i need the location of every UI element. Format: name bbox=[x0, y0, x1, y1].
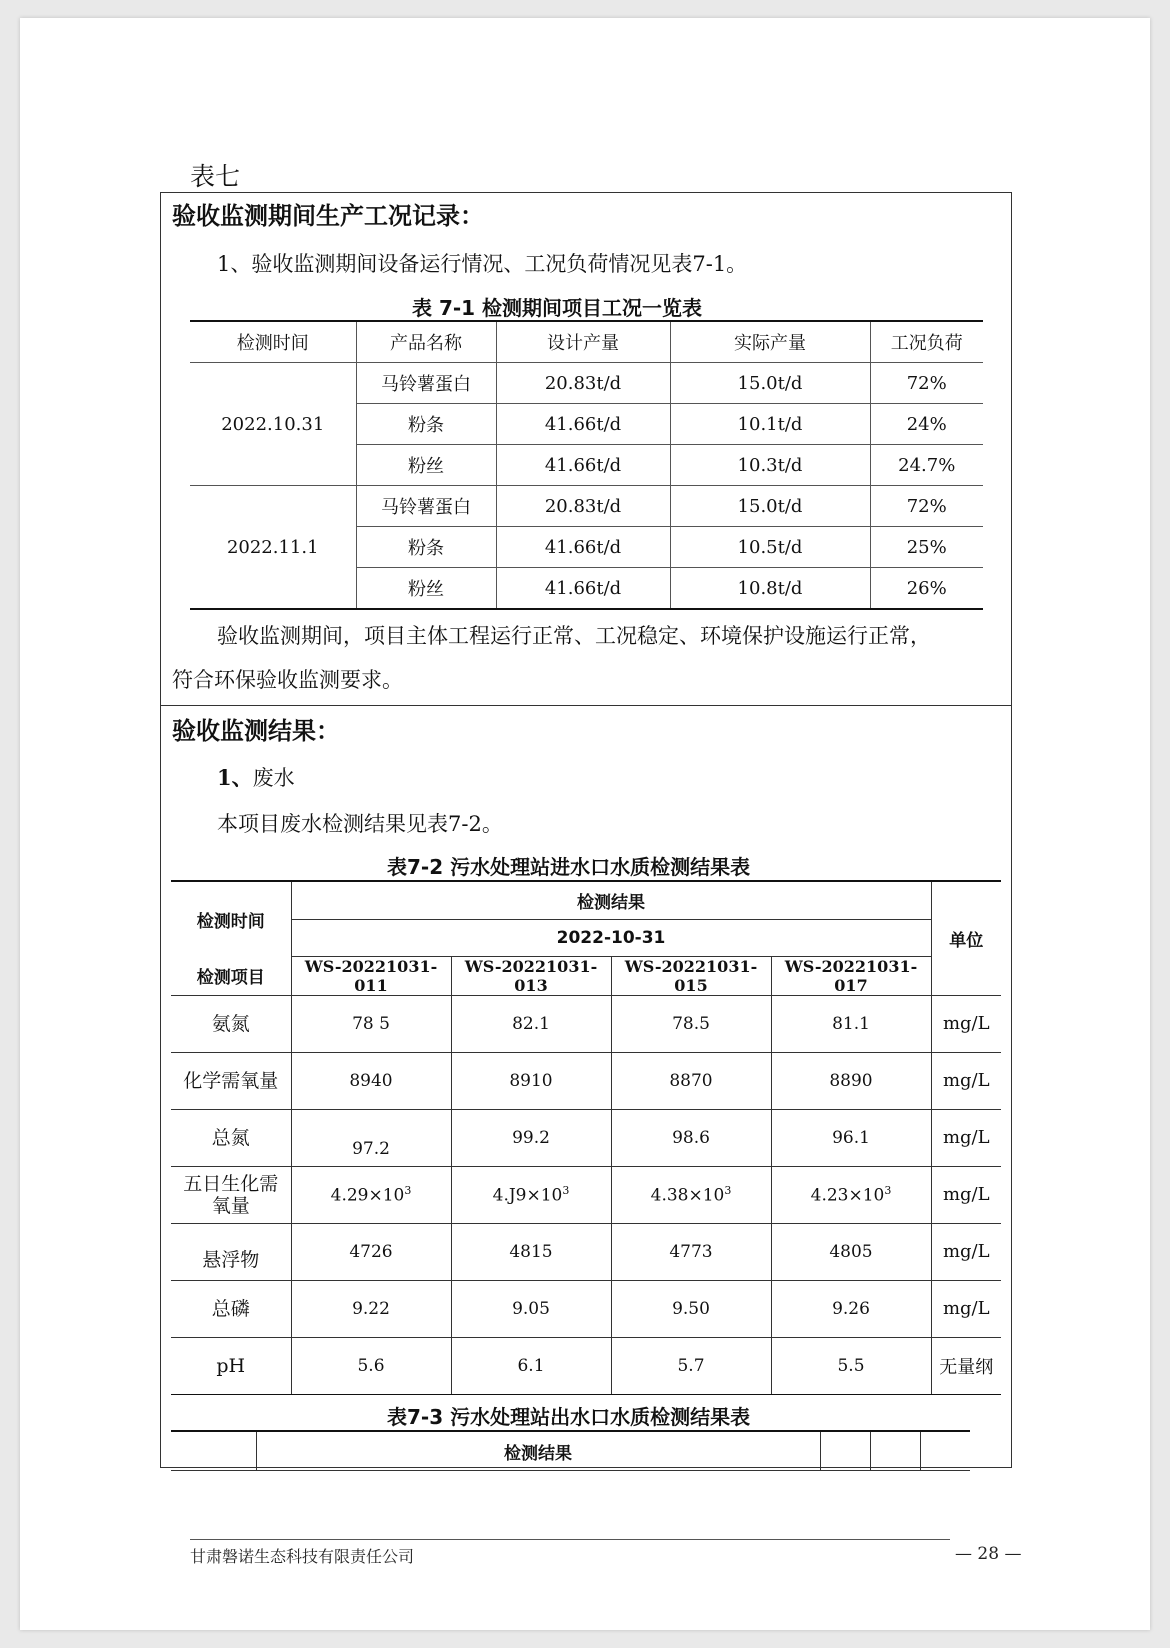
value-cell: 4805 bbox=[771, 1223, 931, 1280]
sample-id-cell: WS-20221031-013 bbox=[451, 956, 611, 995]
value-cell: 97.2 bbox=[291, 1109, 451, 1166]
wastewater-subheading bbox=[217, 762, 295, 792]
header-date-cell: 2022-10-31 bbox=[291, 919, 931, 956]
item-cell: 化学需氧量 bbox=[171, 1052, 291, 1109]
footer-company: 甘肃磐诺生态科技有限责任公司 bbox=[190, 1547, 415, 1566]
header-time-cell: 检测时间 bbox=[171, 881, 291, 956]
table-row bbox=[171, 1109, 1001, 1166]
results-intro: 本项目废水检测结果见表7-2。 bbox=[217, 812, 503, 836]
header-cell bbox=[920, 1431, 970, 1471]
value-cell: 78.5 bbox=[611, 995, 771, 1052]
value-cell: 99.2 bbox=[451, 1109, 611, 1166]
table-7-1 bbox=[190, 320, 983, 610]
value-cell: 82.1 bbox=[451, 995, 611, 1052]
item-cell: 总磷 bbox=[171, 1280, 291, 1337]
table-header-row bbox=[171, 881, 1001, 919]
table-row bbox=[171, 1337, 1001, 1394]
load-cell: 24% bbox=[870, 404, 983, 445]
table-header-row bbox=[171, 919, 1001, 956]
header-cell bbox=[870, 1431, 920, 1471]
design-cell: 20.83t/d bbox=[496, 363, 670, 404]
unit-cell: 无量纲 bbox=[931, 1337, 1001, 1394]
product-cell: 粉条 bbox=[356, 527, 496, 568]
subheading-text: 废水 bbox=[252, 766, 295, 790]
table-7-2 bbox=[171, 880, 1001, 1395]
table-row bbox=[190, 486, 983, 527]
header-cell: 工况负荷 bbox=[870, 321, 983, 363]
actual-cell: 10.5t/d bbox=[670, 527, 870, 568]
unit-cell: mg/L bbox=[931, 1223, 1001, 1280]
actual-cell: 10.3t/d bbox=[670, 445, 870, 486]
header-unit-cell: 单位 bbox=[931, 881, 1001, 995]
value-cell: 9.50 bbox=[611, 1280, 771, 1337]
unit-cell: mg/L bbox=[931, 1166, 1001, 1223]
actual-cell: 10.1t/d bbox=[670, 404, 870, 445]
sample-id-cell: WS-20221031-015 bbox=[611, 956, 771, 995]
value-cell: 9.22 bbox=[291, 1280, 451, 1337]
header-result-cell: 检测结果 bbox=[256, 1431, 820, 1471]
table-row bbox=[171, 1280, 1001, 1337]
exponent: 3 bbox=[404, 1183, 412, 1197]
header-item-cell: 检测项目 bbox=[171, 956, 291, 995]
conclusion-line-2: 符合环保验收监测要求。 bbox=[172, 668, 403, 692]
product-cell: 马铃薯蛋白 bbox=[356, 363, 496, 404]
unit-cell: mg/L bbox=[931, 995, 1001, 1052]
header-cell: 实际产量 bbox=[670, 321, 870, 363]
value-cell: 8940 bbox=[291, 1052, 451, 1109]
value-cell: 4815 bbox=[451, 1223, 611, 1280]
value-cell: 5.6 bbox=[291, 1337, 451, 1394]
header-cell: 设计产量 bbox=[496, 321, 670, 363]
load-cell: 25% bbox=[870, 527, 983, 568]
exponent: 3 bbox=[724, 1183, 732, 1197]
product-cell: 粉条 bbox=[356, 404, 496, 445]
table-7-3-header bbox=[171, 1430, 970, 1471]
table-header-row bbox=[190, 321, 983, 363]
table-7-3-caption: 表7-3 污水处理站出水口水质检测结果表 bbox=[387, 1405, 751, 1429]
item-cell: 氨氮 bbox=[171, 995, 291, 1052]
load-cell: 72% bbox=[870, 363, 983, 404]
load-cell: 26% bbox=[870, 568, 983, 610]
value-base: 4.23×10 bbox=[810, 1185, 885, 1206]
table-header-row bbox=[171, 956, 1001, 995]
table-7-1-caption: 表 7-1 检测期间项目工况一览表 bbox=[412, 296, 703, 320]
unit-cell: mg/L bbox=[931, 1109, 1001, 1166]
header-cell: 产品名称 bbox=[356, 321, 496, 363]
item-cell: 悬浮物 bbox=[171, 1223, 291, 1280]
date-cell: 2022.11.1 bbox=[190, 486, 356, 610]
value-cell: 6.1 bbox=[451, 1337, 611, 1394]
value-cell: 78 5 bbox=[291, 995, 451, 1052]
section-label: 表七 bbox=[190, 162, 241, 191]
header-cell bbox=[171, 1431, 256, 1471]
value-cell: 8890 bbox=[771, 1052, 931, 1109]
header-cell: 检测时间 bbox=[190, 321, 356, 363]
product-cell: 马铃薯蛋白 bbox=[356, 486, 496, 527]
value-cell: 9.05 bbox=[451, 1280, 611, 1337]
actual-cell: 10.8t/d bbox=[670, 568, 870, 610]
design-cell: 41.66t/d bbox=[496, 568, 670, 610]
item-cell: 五日生化需氧量 bbox=[171, 1166, 291, 1223]
sample-id-cell: WS-20221031-011 bbox=[291, 956, 451, 995]
table-row bbox=[171, 1223, 1001, 1280]
value-base: 4.J9×10 bbox=[492, 1185, 563, 1206]
value-cell: 5.5 bbox=[771, 1337, 931, 1394]
subheading-number: 1、 bbox=[217, 765, 253, 790]
page-number: — 28 — bbox=[955, 1544, 1022, 1564]
value-cell: 8910 bbox=[451, 1052, 611, 1109]
results-heading: 验收监测结果： bbox=[172, 717, 340, 745]
design-cell: 41.66t/d bbox=[496, 527, 670, 568]
exponent: 3 bbox=[562, 1183, 570, 1197]
footer-rule bbox=[190, 1539, 950, 1540]
load-cell: 24.7% bbox=[870, 445, 983, 486]
table-row bbox=[190, 363, 983, 404]
table-row bbox=[171, 995, 1001, 1052]
value-cell: 81.1 bbox=[771, 995, 931, 1052]
table-row bbox=[171, 1052, 1001, 1109]
exponent: 3 bbox=[884, 1183, 892, 1197]
actual-cell: 15.0t/d bbox=[670, 486, 870, 527]
value-cell: 8870 bbox=[611, 1052, 771, 1109]
design-cell: 41.66t/d bbox=[496, 404, 670, 445]
unit-cell: mg/L bbox=[931, 1052, 1001, 1109]
value-cell: 96.1 bbox=[771, 1109, 931, 1166]
sample-id-cell: WS-20221031-017 bbox=[771, 956, 931, 995]
production-intro: 1、验收监测期间设备运行情况、工况负荷情况见表7-1。 bbox=[217, 252, 748, 276]
table-row bbox=[171, 1166, 1001, 1223]
product-cell: 粉丝 bbox=[356, 568, 496, 610]
header-cell bbox=[820, 1431, 870, 1471]
value-cell bbox=[451, 1166, 611, 1223]
value-cell bbox=[611, 1166, 771, 1223]
item-cell: 总氮 bbox=[171, 1109, 291, 1166]
unit-cell: mg/L bbox=[931, 1280, 1001, 1337]
value-base: 4.38×10 bbox=[650, 1185, 725, 1206]
load-cell: 72% bbox=[870, 486, 983, 527]
actual-cell: 15.0t/d bbox=[670, 363, 870, 404]
product-cell: 粉丝 bbox=[356, 445, 496, 486]
header-result-cell: 检测结果 bbox=[291, 881, 931, 919]
value-cell bbox=[291, 1166, 451, 1223]
value-cell: 4726 bbox=[291, 1223, 451, 1280]
section-divider bbox=[160, 705, 1012, 706]
conclusion-line-1: 验收监测期间，项目主体工程运行正常、工况稳定、环境保护设施运行正常， bbox=[217, 624, 931, 648]
date-cell: 2022.10.31 bbox=[190, 363, 356, 486]
value-cell: 98.6 bbox=[611, 1109, 771, 1166]
value-base: 4.29×10 bbox=[330, 1185, 405, 1206]
item-cell: pH bbox=[171, 1337, 291, 1394]
production-heading: 验收监测期间生产工况记录： bbox=[172, 202, 484, 230]
design-cell: 20.83t/d bbox=[496, 486, 670, 527]
value-cell bbox=[771, 1166, 931, 1223]
value-cell: 4773 bbox=[611, 1223, 771, 1280]
table-header-row bbox=[171, 1431, 970, 1471]
design-cell: 41.66t/d bbox=[496, 445, 670, 486]
value-cell: 9.26 bbox=[771, 1280, 931, 1337]
value-cell: 5.7 bbox=[611, 1337, 771, 1394]
table-7-2-caption: 表7-2 污水处理站进水口水质检测结果表 bbox=[387, 855, 751, 879]
